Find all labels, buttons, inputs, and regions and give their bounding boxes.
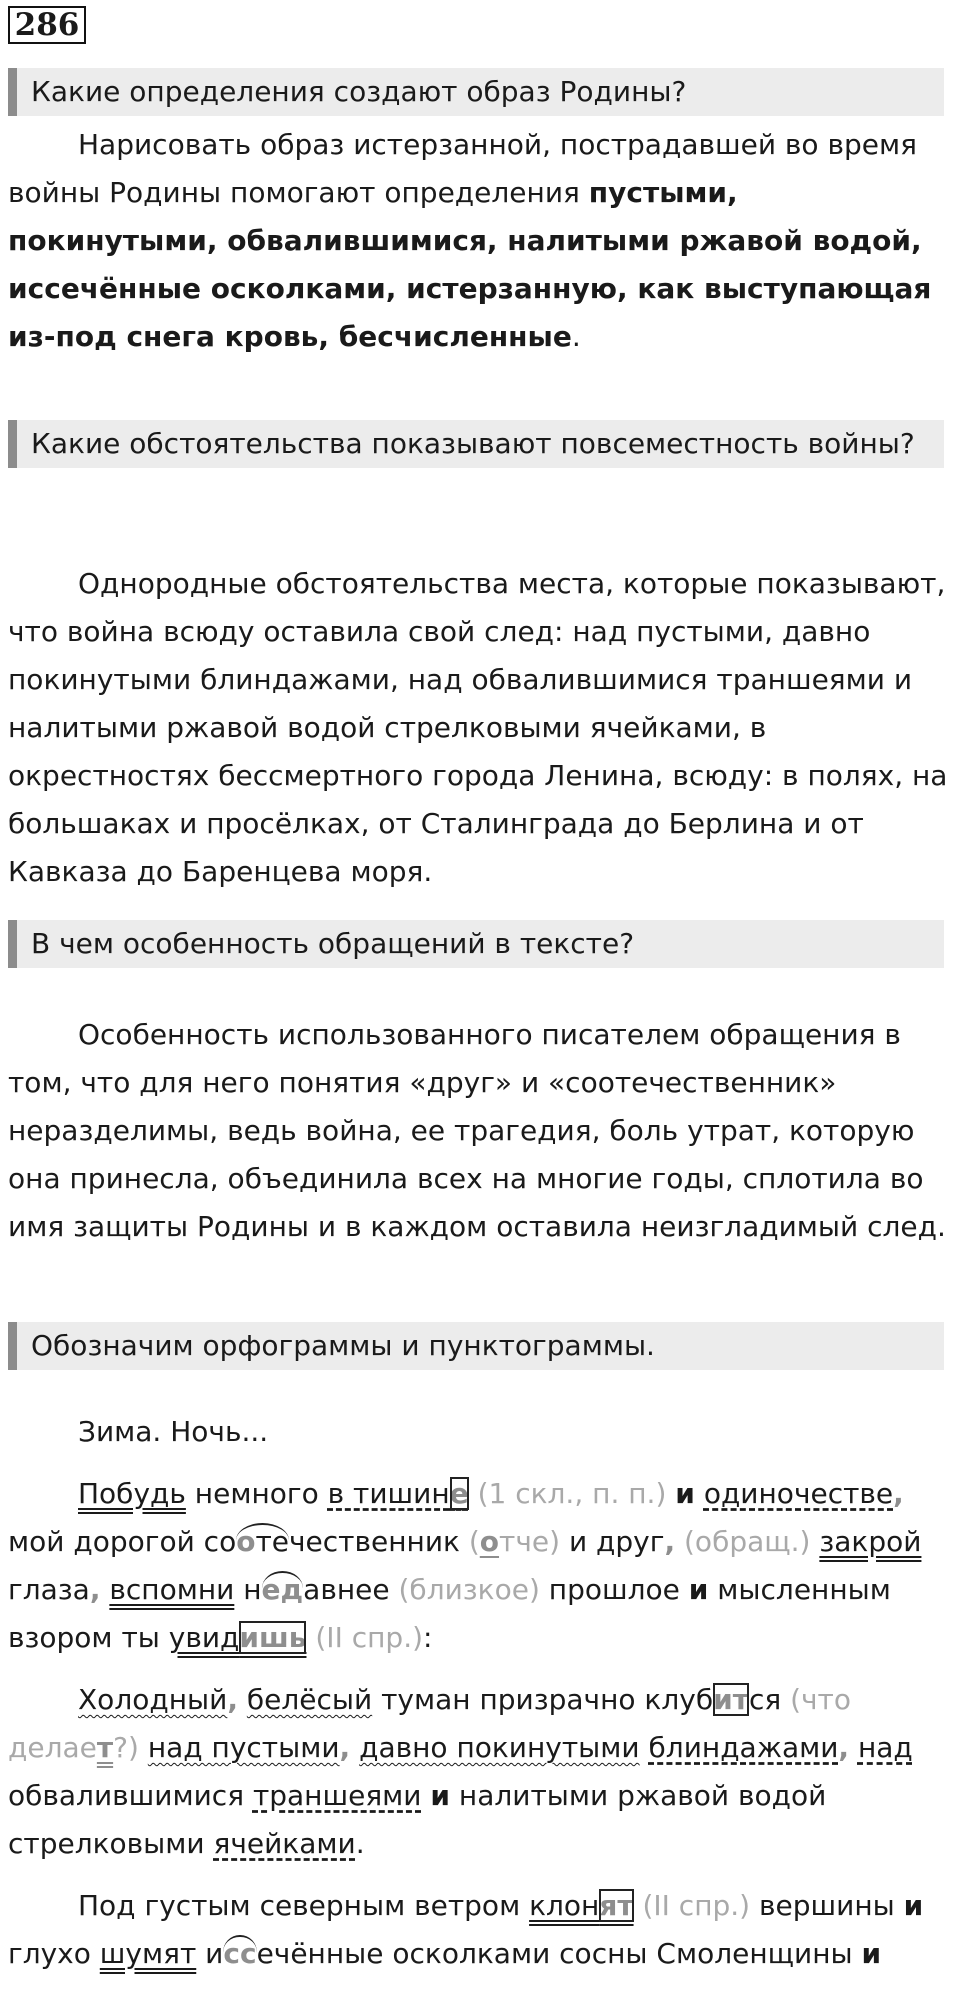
note bbox=[469, 1525, 560, 1558]
attribute: белёсый bbox=[246, 1683, 373, 1716]
conjunction: и bbox=[903, 1889, 924, 1922]
vowel: е bbox=[261, 1573, 281, 1606]
comma: , bbox=[89, 1573, 101, 1606]
sentence-2 bbox=[8, 1676, 952, 1868]
predicate: Побудь bbox=[78, 1477, 186, 1510]
note-part: т bbox=[96, 1731, 114, 1764]
conjunction: и bbox=[675, 1477, 695, 1510]
question-1: Какие определения создают образ Родины? bbox=[8, 68, 944, 116]
ending-box: е bbox=[449, 1477, 469, 1510]
note: (близкое) bbox=[398, 1573, 540, 1606]
answer-1-definitions: пустыми, покинутыми, обвалившимися, налитыми ржавой водой, иссечённые осколками, истерзанную, как выступающая из-под снега кровь, бесчисленные bbox=[8, 176, 932, 353]
text: и bbox=[196, 1937, 224, 1970]
predicate: закрой bbox=[819, 1525, 922, 1558]
text: обвалившимися bbox=[8, 1779, 253, 1812]
text: Под густым северным ветром bbox=[78, 1889, 530, 1922]
note: (1 скл., п. п.) bbox=[468, 1477, 676, 1510]
predicate: шумят bbox=[99, 1937, 197, 1970]
comma: , bbox=[227, 1683, 238, 1716]
question-3: В чем особенность обращений в тексте? bbox=[8, 920, 944, 968]
text: глаза bbox=[8, 1573, 90, 1606]
text bbox=[350, 1731, 359, 1764]
sentence-1 bbox=[8, 1470, 952, 1662]
text: чественник bbox=[289, 1525, 469, 1558]
question-4: Обозначим орфограммы и пунктограммы. bbox=[8, 1322, 944, 1370]
comma: , bbox=[838, 1731, 850, 1764]
exercise-number: 286 bbox=[8, 6, 86, 44]
attribute: Холодный bbox=[78, 1683, 228, 1716]
text: : bbox=[423, 1621, 433, 1654]
text: ся bbox=[748, 1683, 791, 1716]
text bbox=[640, 1731, 649, 1764]
answer-2 bbox=[8, 560, 952, 896]
text bbox=[238, 1683, 247, 1716]
stem: клон bbox=[529, 1889, 600, 1922]
adverbial: одиночестве bbox=[703, 1477, 894, 1510]
text: и друг bbox=[560, 1525, 665, 1558]
text: . bbox=[355, 1827, 365, 1860]
text: мысленным взором ты bbox=[8, 1573, 891, 1654]
text: ечённые осколками сосны Смоленщины bbox=[256, 1937, 862, 1970]
note-part: тче) bbox=[499, 1525, 561, 1558]
adverbial: ячейками bbox=[213, 1827, 356, 1860]
adverbial: траншеями bbox=[252, 1779, 422, 1812]
ending-box: ишь bbox=[239, 1621, 307, 1654]
answer-1 bbox=[8, 121, 952, 361]
adverbial bbox=[328, 1477, 469, 1510]
predicate bbox=[169, 1621, 307, 1654]
comma: , bbox=[664, 1525, 676, 1558]
ending-box: ят bbox=[599, 1889, 634, 1922]
text: прошлое bbox=[539, 1573, 689, 1606]
adverbial: над bbox=[857, 1731, 913, 1764]
annotated-text bbox=[8, 1408, 952, 1978]
text bbox=[695, 1477, 704, 1510]
note: (II спр.) bbox=[306, 1621, 424, 1654]
note-part: о bbox=[479, 1525, 500, 1558]
comma: , bbox=[339, 1731, 351, 1764]
answer-1-end: . bbox=[571, 320, 581, 353]
answer-3 bbox=[8, 1011, 952, 1251]
text: немного bbox=[185, 1477, 328, 1510]
root: те bbox=[255, 1525, 290, 1558]
conjunction: и bbox=[688, 1573, 709, 1606]
attribute: над пустыми bbox=[147, 1731, 340, 1764]
question-2: Какие обстоятельства показывают повсеместность войны? bbox=[8, 420, 944, 468]
stem: увид bbox=[168, 1621, 240, 1654]
vowel: о bbox=[236, 1525, 256, 1558]
text: вершины bbox=[750, 1889, 904, 1922]
text: авнее bbox=[303, 1573, 399, 1606]
text bbox=[139, 1731, 148, 1764]
text bbox=[849, 1731, 858, 1764]
answer-2-text: Однородные обстоятельства места, которые показывают, что война всюду оставила свой след: над пустыми, давно покинутыми блиндажами, над обвалившимися траншеями и налитыми ржавой водой стрелковыми ячейками, в окрестностях бессмертного города Ленина, всюду: в полях, на большаках и просёлках, от Сталинграда до Берлина и от Кавказа до Баренцева моря. bbox=[8, 567, 948, 888]
adverbial: блиндажами bbox=[648, 1731, 839, 1764]
sentence-3 bbox=[8, 1882, 952, 1978]
note: (обращ.) bbox=[675, 1525, 820, 1558]
note: (II спр.) bbox=[633, 1889, 751, 1922]
attribute: давно покинутыми bbox=[359, 1731, 640, 1764]
note-part: ?) bbox=[113, 1731, 139, 1764]
predicate: вспомни bbox=[109, 1573, 235, 1606]
note-part: ( bbox=[468, 1525, 480, 1558]
conjunction: и bbox=[861, 1937, 882, 1970]
answer-1-lead: Нарисовать образ истерзанной, пострадавшей во время войны Родины помогают определения bbox=[8, 128, 917, 209]
root-arc bbox=[236, 1523, 289, 1558]
text-title: Зима. Ночь... bbox=[78, 1415, 269, 1448]
word: в тишин bbox=[327, 1477, 450, 1510]
prefix-arc bbox=[262, 1571, 304, 1606]
text: мой дорогой со bbox=[8, 1525, 237, 1558]
predicate bbox=[529, 1889, 633, 1922]
consonant: д bbox=[280, 1573, 304, 1606]
conjunction: и bbox=[430, 1779, 451, 1812]
text: глухо bbox=[8, 1937, 100, 1970]
double-consonant: сс bbox=[223, 1937, 257, 1970]
note-part: (что делае bbox=[8, 1683, 852, 1764]
text: туман призрачно клуб bbox=[372, 1683, 714, 1716]
comma: , bbox=[893, 1477, 904, 1510]
answer-3-text: Особенность использованного писателем обращения в том, что для него понятия «друг» и «соотечественник» неразделимы, ведь война, ее трагедия, боль утрат, которую она принесла, объединила всех на многие годы, сплотила во имя защиты Родины и в каждом оставила неизгладимый след. bbox=[8, 1018, 946, 1243]
suffix-box: ит bbox=[713, 1683, 749, 1716]
text: н bbox=[234, 1573, 262, 1606]
text: налитыми ржавой водой стрелковыми bbox=[8, 1779, 827, 1860]
